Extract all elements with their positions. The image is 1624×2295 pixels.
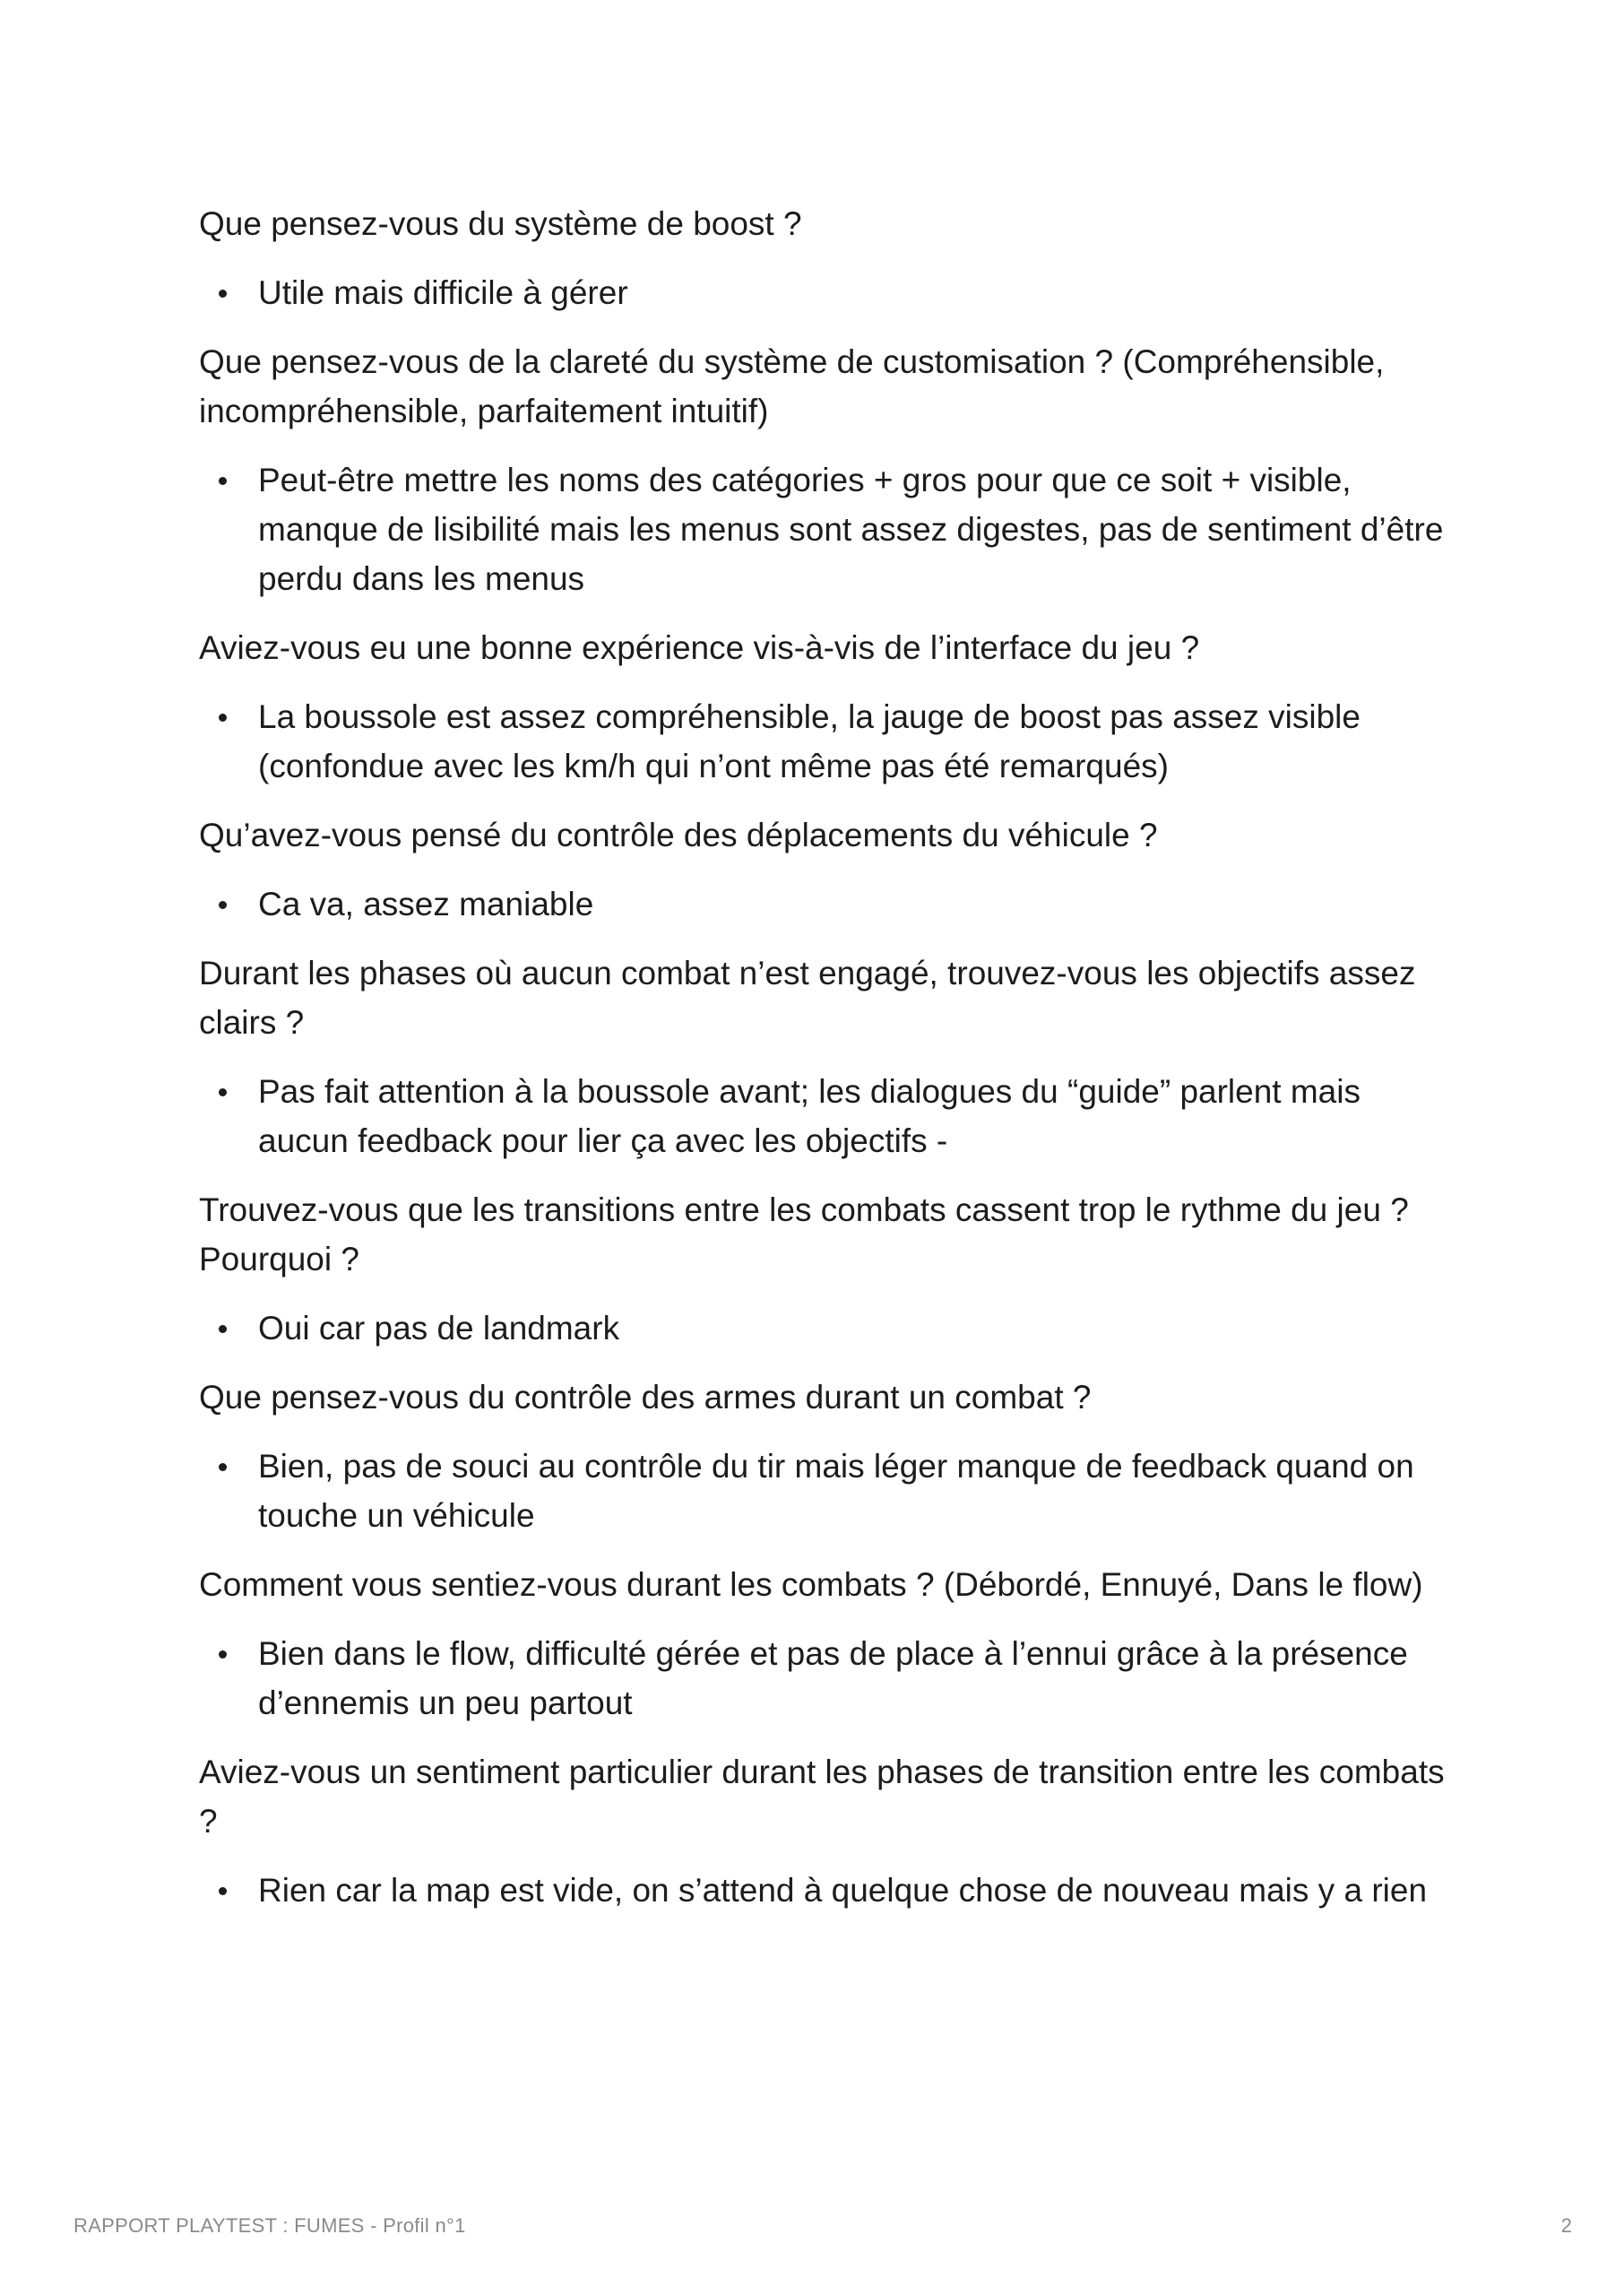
question-text: Durant les phases où aucun combat n’est engagé, trouvez-vous les objectifs assez clairs ? (199, 955, 1416, 1041)
answer-list (199, 1442, 1454, 1540)
answer-list (199, 1303, 1454, 1353)
answer-item: Peut-être mettre les noms des catégories + gros pour que ce soit + visible, manque de lisibilité mais les menus sont assez digestes, pas de sentiment d’être perdu dans les menus (199, 455, 1454, 603)
question-text: Qu’avez-vous pensé du contrôle des déplacements du véhicule ? (199, 817, 1158, 853)
question-text: Trouvez-vous que les transitions entre les combats cassent trop le rythme du jeu ? Pourquoi ? (199, 1191, 1409, 1277)
answer-list (199, 268, 1454, 317)
answer-item: Pas fait attention à la boussole avant; les dialogues du “guide” parlent mais aucun feedback pour lier ça avec les objectifs - (199, 1067, 1454, 1165)
answer-item: La boussole est assez compréhensible, la jauge de boost pas assez visible (confondue avec les km/h qui n’ont même pas été remarqués) (199, 692, 1454, 791)
answer-list (199, 1067, 1454, 1165)
answer-list (199, 1629, 1454, 1728)
page-number: 2 (1560, 2214, 1572, 2237)
footer-title: RAPPORT PLAYTEST : FUMES - Profil n°1 (73, 2214, 466, 2237)
answer-item: Rien car la map est vide, on s’attend à quelque chose de nouveau mais y a rien (199, 1866, 1454, 1915)
question-text: Que pensez-vous de la clareté du système de customisation ? (Compréhensible, incompréhensible, parfaitement intuitif) (199, 343, 1385, 429)
answer-list (199, 692, 1454, 791)
document-body (199, 199, 1454, 1935)
answer-item: Bien, pas de souci au contrôle du tir mais léger manque de feedback quand on touche un véhicule (199, 1442, 1454, 1540)
question-text: Que pensez-vous du système de boost ? (199, 205, 802, 242)
answer-item: Bien dans le flow, difficulté gérée et pas de place à l’ennui grâce à la présence d’ennemis un peu partout (199, 1629, 1454, 1728)
question-text: Aviez-vous un sentiment particulier durant les phases de transition entre les combats ? (199, 1754, 1445, 1840)
question-text: Que pensez-vous du contrôle des armes durant un combat ? (199, 1379, 1092, 1416)
answer-item: Oui car pas de landmark (199, 1303, 1454, 1353)
question-text: Aviez-vous eu une bonne expérience vis-à-vis de l’interface du jeu ? (199, 629, 1200, 666)
answer-item: Ca va, assez maniable (199, 879, 1454, 929)
answer-item: Utile mais difficile à gérer (199, 268, 1454, 317)
answer-list (199, 1866, 1454, 1915)
question-text: Comment vous sentiez-vous durant les combats ? (Débordé, Ennuyé, Dans le flow) (199, 1566, 1423, 1603)
answer-list (199, 879, 1454, 929)
answer-list (199, 455, 1454, 603)
